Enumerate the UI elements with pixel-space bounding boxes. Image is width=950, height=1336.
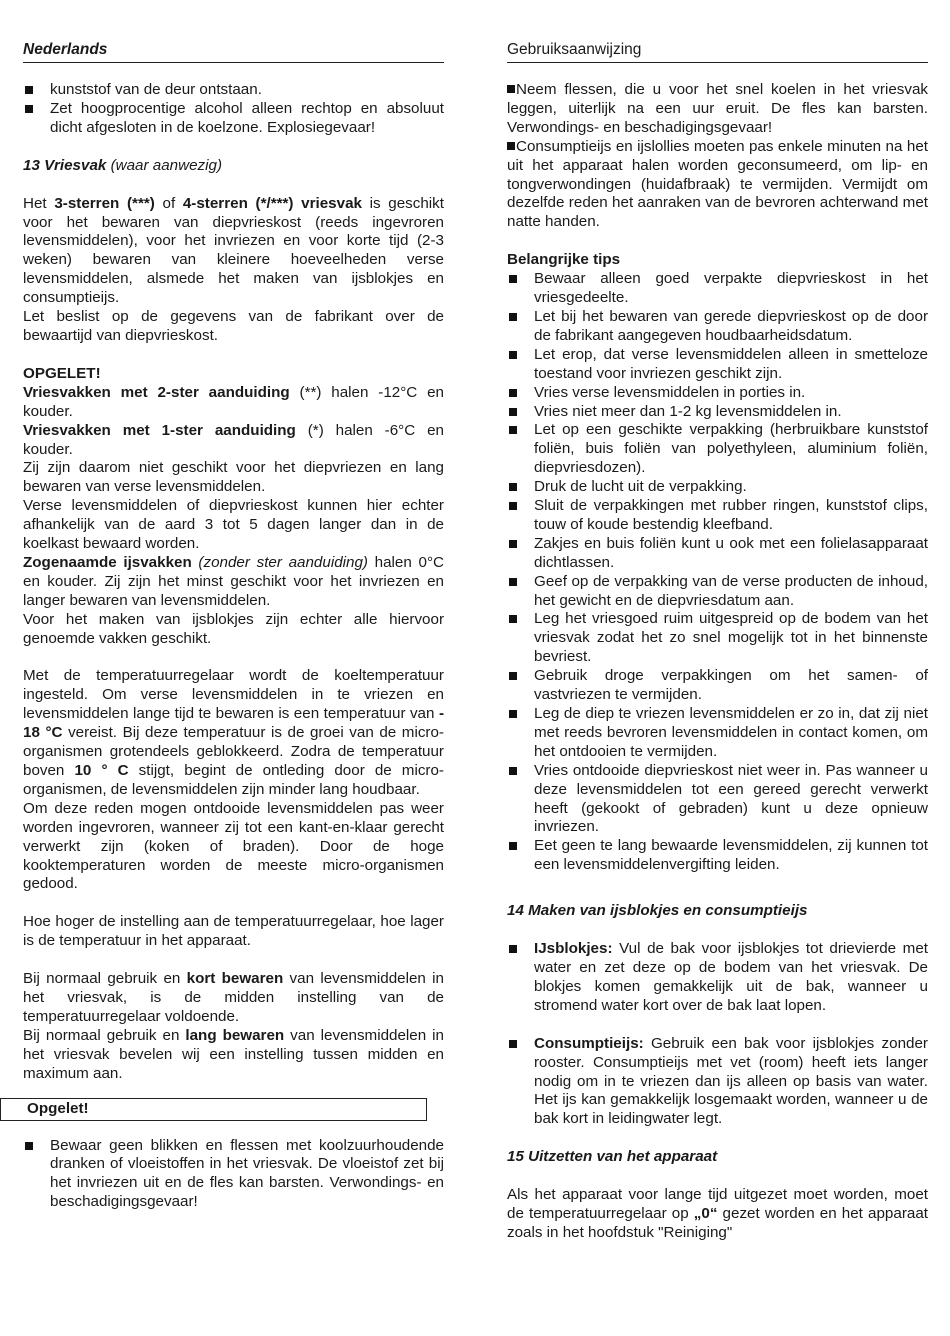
tips-list (507, 270, 928, 875)
section-14-heading: 14 Maken van ijsblokjes en consumptieijs (507, 902, 808, 920)
tip-item: Zakjes en buis foliën kunt u ook met een folielasapparaat dichtlassen. (507, 535, 928, 573)
paragraph-ijsblokjes-vakken: Voor het maken van ijsblokjes zijn echter alle hiervoor genoemde vakken geschikt. (23, 610, 444, 647)
list-item-ijsblokjes: IJsblokjes: Vul de bak voor ijsblokjes tot drievierde met water en zet deze op de bodem van het vriesvak. De blokjes komen gemakkelijk uit de bak, wanneer u stromend water kort over de bak laat lopen. (507, 940, 928, 1016)
paragraph-lang-bewaren: Bij normaal gebruik en lang bewaren van levensmiddelen in het vriesvak bevelen wij een instelling tussen midden en maximum aan. (23, 1026, 444, 1082)
paragraph-temperatuur: Met de temperatuurregelaar wordt de koeltemperatuur ingesteld. Om verse levensmiddelen in te vriezen en levensmiddelen lange tijd te bewaren is een temperatuur van - 18 °C vereist. Bij deze temperatuur is de groei van de micro-organismen grotendeels geblokkeerd. Zodra de temperatuur boven 10 ° C stijgt, begint de ontleding door de micro-organismen, de levensmiddelen zijn minder lang houdbaar. (23, 667, 444, 798)
paragraph-verse-levensmiddelen: Verse levensmiddelen of diepvrieskost kunnen hier echter afhankelijk van de aard 3 tot 5 dagen langer dan in de koelkast bewaard worden. (23, 497, 444, 553)
paragraph-flessen-warning: Neem flessen, die u voor het snel koelen in het vriesvak leggen, uiterlijk na een uur eruit. De fles kan barsten. Verwondings- en beschadigingsgevaar! (507, 81, 928, 136)
list-item: Zet hoogprocentige alcohol alleen rechtop en absoluut dicht afgesloten in de koelzone. Explosiegevaar! (23, 100, 444, 138)
section-13-heading: 13 Vriesvak (waar aanwezig) (23, 156, 223, 174)
opgelet-heading: OPGELET! (23, 364, 101, 382)
bullet-list-opgelet (23, 1137, 444, 1213)
tip-item: Gebruik droge verpakkingen om het samen- of vastvriezen te vermijden. (507, 667, 928, 705)
paragraph-ontdooide: Om deze reden mogen ontdooide levensmiddelen pas weer worden ingevroren, wanneer zij tot een kant-en-klaar gerecht verwerkt zijn (koken of braden). Door de hoge kooktemperaturen worden de meeste micro-organismen gedood. (23, 799, 444, 893)
right-column (507, 40, 928, 1243)
paragraph-instelling: Hoe hoger de instelling aan de temperatuurregelaar, hoe lager is de temperatuur in het apparaat. (23, 913, 444, 950)
list-item: Bewaar geen blikken en flessen met koolzuurhoudende dranken of vloeistoffen in het vriesvak. De vloeistof zet bij het invriezen uit en de fles kan barsten. Verwondings- en beschadigingsgevaar! (23, 1137, 444, 1213)
tip-item: Vries niet meer dan 1-2 kg levensmiddelen in. (507, 403, 928, 422)
tip-item: Leg de diep te vriezen levensmiddelen er zo in, dat zij niet met reeds bevroren levensmiddelen in contact komen, om het ontdooien te vermijden. (507, 705, 928, 762)
page-manual-header: Gebruiksaanwijzing (507, 40, 928, 63)
tip-item: Let bij het bewaren van gerede diepvrieskost op de door de fabrikant aangegeven houdbaarheidsdatum. (507, 308, 928, 346)
tip-item: Let op een geschikte verpakking (herbruikbare kunststof foliën, buis foliën van polyethyleen, aluminium foliën, diepvriesdozen). (507, 421, 928, 478)
tip-item: Sluit de verpakkingen met rubber ringen, kunststof clips, touw of koude bestendig kleefband. (507, 497, 928, 535)
paragraph-ijsvakken: Zogenaamde ijsvakken (zonder ster aanduiding) halen 0°C en kouder. Zij zijn het minst geschikt voor het invriezen en langer bewaren van levensmiddelen. (23, 553, 444, 609)
paragraph-uitzetten: Als het apparaat voor lange tijd uitgezet moet worden, moet de temperatuurregelaar op „0“ gezet worden en het apparaat zoals in het hoofdstuk "Reiniging" (507, 1186, 928, 1241)
paragraph-kort-bewaren: Bij normaal gebruik en kort bewaren van levensmiddelen in het vriesvak, is de midden instelling van de temperatuurregelaar voldoende. (23, 970, 444, 1025)
tip-item: Leg het vriesgoed ruim uitgespreid op de bodem van het vriesvak zodat het zo snel mogelijk tot in het binnenste bevriest. (507, 610, 928, 667)
tip-item: Let erop, dat verse levensmiddelen alleen in smetteloze toestand voor invriezen geschikt zijn. (507, 346, 928, 384)
paragraph-bewaartijd: Let beslist op de gegevens van de fabrikant over de bewaartijd van diepvrieskost. (23, 308, 444, 344)
left-column (23, 40, 444, 1212)
tip-item: Eet geen te lang bewaarde levensmiddelen, zij kunnen tot een levensmiddelenvergifting leiden. (507, 837, 928, 875)
consumptieijs-list (507, 1035, 928, 1130)
tip-item: Bewaar alleen goed verpakte diepvrieskost in het vriesgedeelte. (507, 270, 928, 308)
paragraph-consumptieijs-warning: Consumptieijs en ijslollies moeten pas enkele minuten na het uit het apparaat halen worden geconsumeerd, om lip- en tongverwondingen (huidafbraak) te vermijden. Vermijdt om dezelfde reden het aanraken van de bevroren achterwand met natte handen. (507, 137, 928, 231)
tip-item: Geef op de verpakking van de verse producten de inhoud, het gewicht en de diepvriesdatum aan. (507, 573, 928, 611)
tip-item: Druk de lucht uit de verpakking. (507, 478, 928, 497)
page-language-header: Nederlands (23, 40, 444, 63)
tips-heading: Belangrijke tips (507, 251, 621, 269)
paragraph-vriesvak-intro: Het 3-sterren (***) of 4-sterren (*/***) vriesvak is geschikt voor het bewaren van diepvrieskost (reeds ingevroren levensmiddelen), voor het invriezen en voor korte tijd (2-3 weken) bewaren van kleinere hoeveelheden verse levensmiddelen, alsmede het maken van ijsblokjes en consumptieijs. (23, 194, 444, 307)
paragraph-1-ster: Vriesvakken met 1-ster aanduiding (*) halen -6°C en kouder. (23, 421, 444, 458)
list-item: kunststof van de deur ontstaan. (23, 81, 444, 100)
tip-item: Vries ontdooide diepvrieskost niet weer in. Pas wanneer u deze levensmiddelen tot een gereed gerecht verwerkt heeft (gekookt of gebraden) kunt u deze opnieuw invriezen. (507, 762, 928, 838)
paragraph-2-ster: Vriesvakken met 2-ster aanduiding (**) halen -12°C en kouder. (23, 383, 444, 420)
paragraph-niet-geschikt: Zij zijn daarom niet geschikt voor het diepvriezen en lang bewaren van verse levensmiddelen. (23, 459, 444, 496)
ijs-list (507, 940, 928, 1016)
list-item-consumptieijs: Consumptieijs: Gebruik een bak voor ijsblokjes zonder rooster. Consumptieijs met vet (room) heeft iets langer nodig om in te vriezen dan ijs alleen op basis van water. Het ijs kan gemakkelijk losgemaakt worden, wanneer u de bak kort in leidingwater legt. (507, 1035, 928, 1130)
opgelet-box: Opgelet! (0, 1098, 427, 1121)
section-15-heading: 15 Uitzetten van het apparaat (507, 1148, 718, 1166)
bullet-list-top (23, 81, 444, 138)
tip-item: Vries verse levensmiddelen in porties in. (507, 384, 928, 403)
